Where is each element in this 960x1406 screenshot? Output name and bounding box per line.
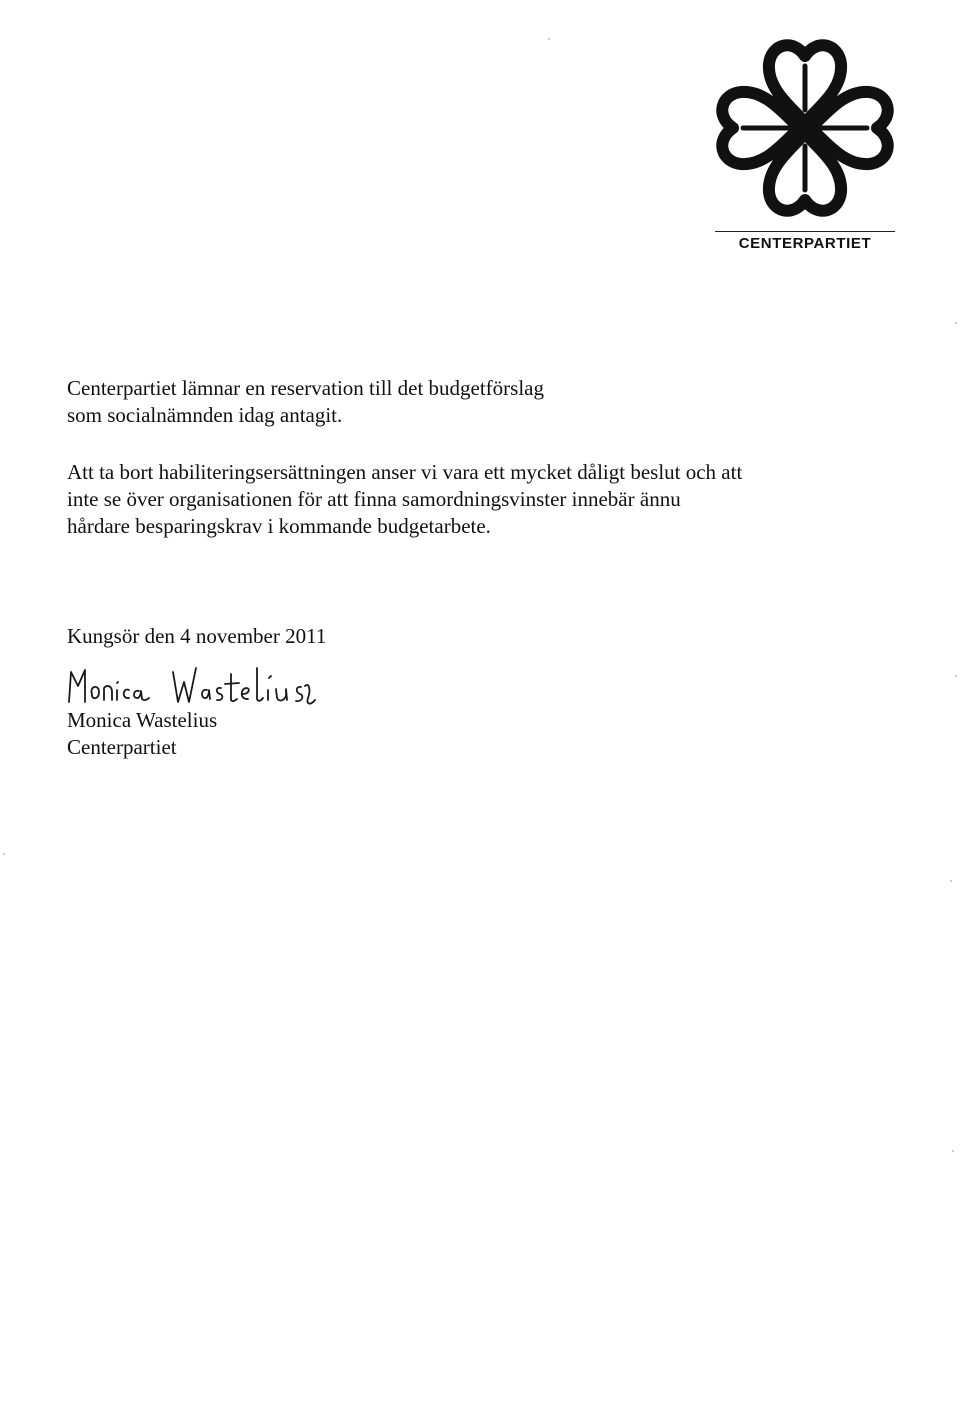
- signer-name: Monica Wastelius: [67, 708, 218, 732]
- scan-speck: [950, 880, 952, 882]
- intro-line: som socialnämnden idag antagit.: [67, 403, 343, 427]
- signer-party: Centerpartiet: [67, 735, 177, 759]
- logo-divider: [715, 231, 895, 232]
- scan-speck: [955, 322, 957, 324]
- place-date-text: Kungsör den 4 november 2011: [67, 624, 327, 648]
- signature-block: [67, 707, 467, 761]
- body-paragraph: [67, 459, 867, 540]
- intro-paragraph: [67, 375, 667, 429]
- party-logo: [715, 28, 895, 258]
- clover-logo-icon: [715, 28, 895, 228]
- scan-speck: [548, 38, 550, 40]
- body-line: Att ta bort habiliteringsersättningen anser vi vara ett mycket dåligt beslut och att: [67, 460, 743, 484]
- scan-speck: [952, 1150, 954, 1152]
- handwritten-signature: [65, 656, 355, 712]
- place-date: [67, 623, 567, 650]
- scan-speck: [955, 675, 957, 677]
- body-line: inte se över organisationen för att finna samordningsvinster innebär ännu: [67, 487, 681, 511]
- scan-speck: [3, 853, 5, 855]
- body-line: hårdare besparingskrav i kommande budgetarbete.: [67, 514, 491, 538]
- party-label: CENTERPARTIET: [738, 235, 872, 252]
- intro-line: Centerpartiet lämnar en reservation till det budgetförslag: [67, 376, 544, 400]
